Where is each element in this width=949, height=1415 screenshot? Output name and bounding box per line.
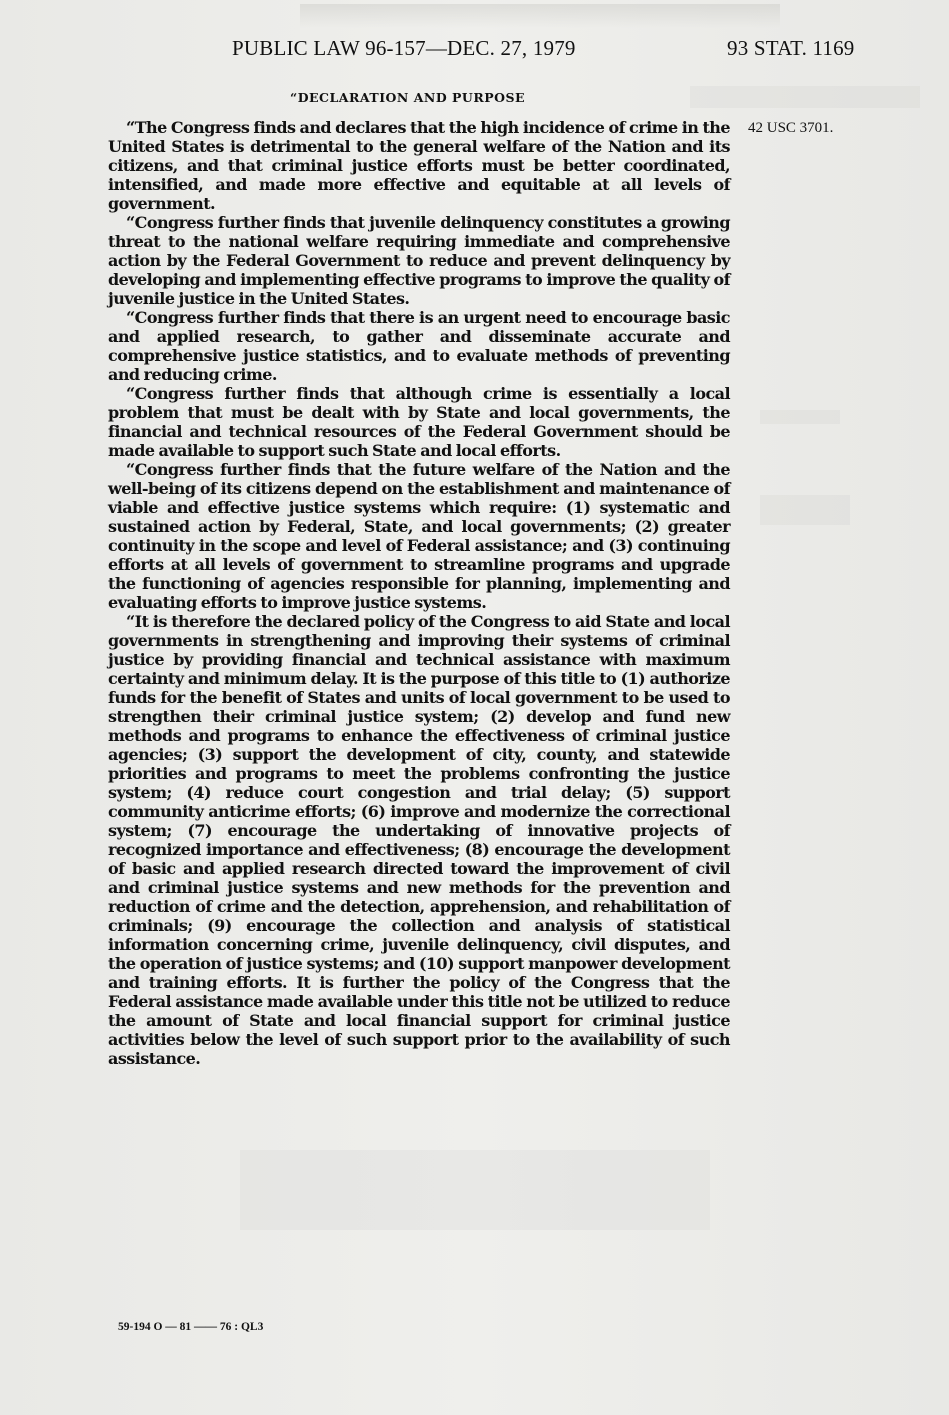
paragraph: “Congress further finds that juvenile delinquency constitutes a growing threat to the national welfare requiring immediate and comprehensive action by the Federal Government to reduce and prevent delinquency by developing and implementing effective programs to improve the quality of juvenile justice in the United States.	[108, 213, 730, 308]
show-through-shadow	[760, 495, 850, 525]
section-heading: “DECLARATION AND PURPOSE	[290, 90, 526, 105]
paragraph: “Congress further finds that although crime is essentially a local problem that must be dealt with by State and local governments, the financial and technical resources of the Federal Government should be made available to support such State and local efforts.	[108, 384, 730, 460]
paragraph: “Congress further finds that the future welfare of the Nation and the well-being of its citizens depend on the establishment and maintenance of viable and effective justice systems which require: (1) systematic and sustained action by Federal, State, and local governments; (2) greater continuity in the scope and level of Federal assistance; and (3) continuing efforts at all levels of government to streamline programs and upgrade the functioning of agencies responsible for planning, implementing and evaluating efforts to improve justice systems.	[108, 460, 730, 612]
section-body	[108, 118, 730, 1068]
statute-reference: 93 STAT. 1169	[727, 36, 855, 60]
paragraph: “It is therefore the declared policy of the Congress to aid State and local governments in strengthening and improving their systems of criminal justice by providing financial and technical assistance with maximum certainty and minimum delay. It is the purpose of this title to (1) authorize funds for the benefit of States and units of local government to be used to strengthen their criminal justice system; (2) develop and fund new methods and programs to enhance the effectiveness of criminal justice agencies; (3) support the development of city, county, and statewide priorities and programs to meet the problems confronting the justice system; (4) reduce court congestion and trial delay; (5) support community anticrime efforts; (6) improve and modernize the correctional system; (7) encourage the undertaking of innovative projects of recognized importance and effectiveness; (8) encourage the development of basic and applied research directed toward the improvement of civil and criminal justice systems and new methods for the prevention and reduction of crime and the detection, apprehension, and rehabilitation of criminals; (9) encourage the collection and analysis of statistical information concerning crime, juvenile delinquency, civil disputes, and the operation of justice systems; and (10) support manpower development and training efforts. It is further the policy of the Congress that the Federal assistance made available under this title not be utilized to reduce the amount of State and local financial support for criminal justice activities below the level of such support prior to the availability of such assistance.	[108, 612, 730, 1068]
show-through-shadow	[240, 1150, 710, 1230]
law-title: PUBLIC LAW 96-157—DEC. 27, 1979	[232, 36, 576, 60]
paragraph: “Congress further finds that there is an urgent need to encourage basic and applied research, to gather and disseminate accurate and comprehensive justice statistics, and to evaluate methods of preventing and reducing crime.	[108, 308, 730, 384]
show-through-shadow	[690, 86, 920, 108]
print-code: 59-194 O — 81 —— 76 : QL3	[118, 1321, 264, 1333]
margin-citation: 42 USC 3701.	[748, 120, 834, 136]
show-through-shadow	[760, 410, 840, 424]
scan-shadow	[300, 4, 780, 28]
paragraph: “The Congress finds and declares that the high incidence of crime in the United States is detrimental to the general welfare of the Nation and its citizens, and that criminal justice efforts must be better coordinated, intensified, and made more effective and equitable at all levels of government.	[108, 118, 730, 213]
running-header	[0, 36, 949, 68]
